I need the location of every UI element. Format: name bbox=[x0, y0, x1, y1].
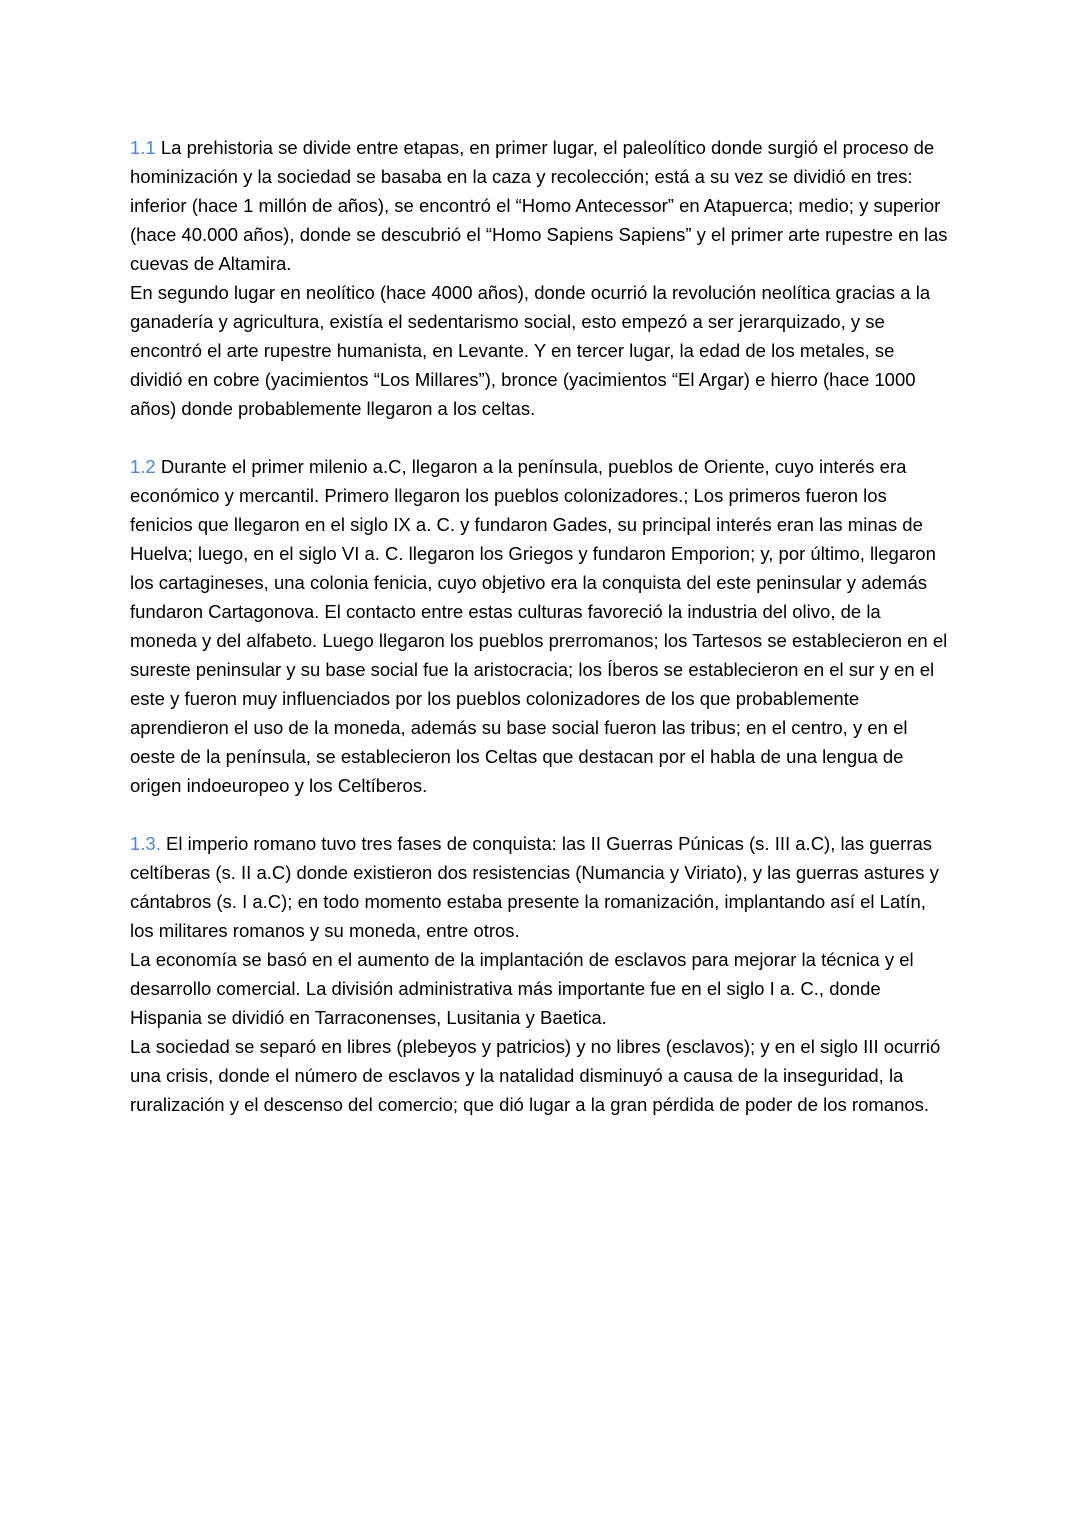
paragraph-text: El imperio romano tuvo tres fases de conquista: las II Guerras Púnicas (s. III a.C), las guerras celtíberas (s. II a.C) donde existieron dos resistencias (Numancia y Viriato), y las guerras astures y cántabros (s. I a.C); en todo momento estaba presente la romanización, implantando así el Latín, los militares romanos y su moneda, entre otros. bbox=[130, 833, 939, 941]
paragraph-text: La prehistoria se divide entre etapas, en primer lugar, el paleolítico donde surgió el proceso de hominización y la sociedad se basaba en la caza y recolección; está a su vez se dividió en tres: inferior (hace 1 millón de años), se encontró el “Homo Antecessor” en Atapuerca; medio; y superior (hace 40.000 años), donde se descubrió el “Homo Sapiens Sapiens” y el primer arte rupestre en las cuevas de Altamira. bbox=[130, 137, 948, 274]
paragraph: La sociedad se separó en libres (plebeyos y patricios) y no libres (esclavos); y en el siglo III ocurrió una crisis, donde el número de esclavos y la natalidad disminuyó a causa de la inseguridad, la ruralización y el descenso del comercio; que dió lugar a la gran pérdida de poder de los romanos. bbox=[130, 1036, 941, 1115]
section-1-3 bbox=[130, 829, 948, 1119]
paragraph: La economía se basó en el aumento de la implantación de esclavos para mejorar la técnica y el desarrollo comercial. La división administrativa más importante fue en el siglo I a. C., donde Hispania se dividió en Tarraconenses, Lusitania y Baetica. bbox=[130, 949, 914, 1028]
paragraph-text: Durante el primer milenio a.C, llegaron a la península, pueblos de Oriente, cuyo interés era económico y mercantil. Primero llegaron los pueblos colonizadores.; Los primeros fueron los fenicios que llegaron en el siglo IX a. C. y fundaron Gades, su principal interés eran las minas de Huelva; luego, en el siglo VI a. C. llegaron los Griegos y fundaron Emporion; y, por último, llegaron los cartagineses, una colonia fenicia, cuyo objetivo era la conquista del este peninsular y además fundaron Cartagonova. El contacto entre estas culturas favoreció la industria del olivo, de la moneda y del alfabeto. Luego llegaron los pueblos prerromanos; los Tartesos se establecieron en el sureste peninsular y su base social fue la aristocracia; los Íberos se establecieron en el sur y en el este y fueron muy influenciados por los pueblos colonizadores de los que probablemente aprendieron el uso de la moneda, además su base social fueron las tribus; en el centro, y en el oeste de la península, se establecieron los Celtas que destacan por el habla de una lengua de origen indoeuropeo y los Celtíberos. bbox=[130, 456, 948, 796]
section-1-2 bbox=[130, 452, 948, 800]
section-number: 1.1 bbox=[130, 137, 156, 158]
paragraph: En segundo lugar en neolítico (hace 4000 años), donde ocurrió la revolución neolítica gracias a la ganadería y agricultura, existía el sedentarismo social, esto empezó a ser jerarquizado, y se encontró el arte rupestre humanista, en Levante. Y en tercer lugar, la edad de los metales, se dividió en cobre (yacimientos “Los Millares”), bronce (yacimientos “El Argar) e hierro (hace 1000 años) donde probablemente llegaron a los celtas. bbox=[130, 282, 931, 419]
section-number: 1.3. bbox=[130, 833, 161, 854]
paragraph bbox=[130, 133, 948, 278]
section-1-1 bbox=[130, 133, 948, 423]
section-number: 1.2 bbox=[130, 456, 156, 477]
paragraph bbox=[130, 829, 948, 945]
paragraph bbox=[130, 452, 948, 800]
